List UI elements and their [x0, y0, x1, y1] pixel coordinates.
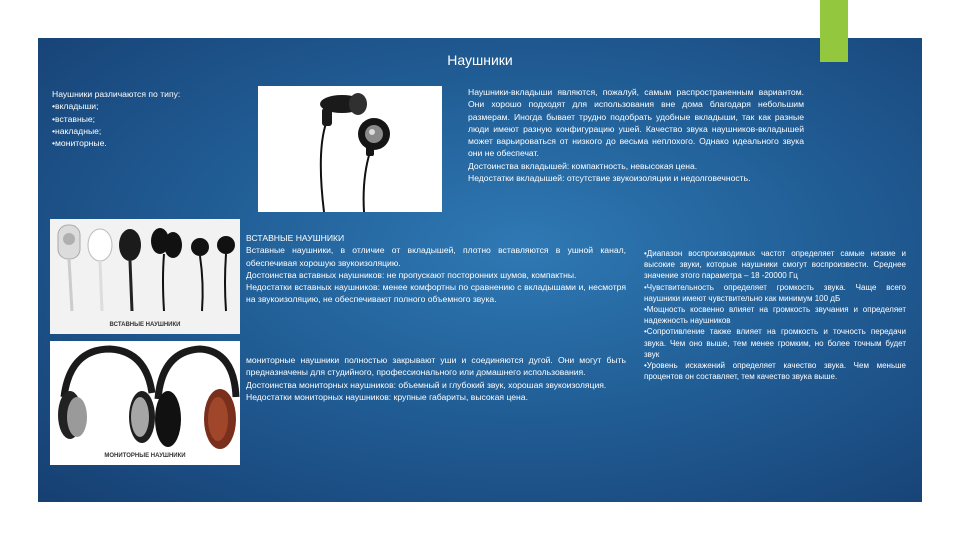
monitor-photo [50, 341, 240, 465]
in-ear-caption: ВСТАВНЫЕ НАУШНИКИ [109, 322, 181, 328]
in-ear-text: ВСТАВНЫЕ НАУШНИКИ Вставные наушники, в отличие от вкладышей, плотно вставляются в ушной канал, обеспечивая хорошую звукоизоляцию. Достоинства вставных наушников: не пропускают посторонних шумов, компактны. Недостатки вставных наушников: менее комфортны по сравнению с вкладышами и, несмотря на звукоизоляцию, не обеспечивают полного объемного звука. [246, 233, 626, 305]
monitor-caption: МОНИТОРНЫЕ НАУШНИКИ [104, 453, 186, 459]
slide-title: Наушники [447, 52, 513, 68]
earbuds-text: Наушники-вкладыши являются, пожалуй, самым распространенным вариантом. Они хорошо подходят для использования вне дома благодаря небольшим размерам. Иногда бывает трудно подобрать удобные вкладыши, так как разные люди имеют разную конфигурацию ушей. Качество звука наушников-вкладышей может варьироваться от низкого до весьма неплохого. Однако идеального звука они не обеспечат. Достоинства вкладышей: компактность, невысокая цена. Недостатки вкладышей: отсутствие звукоизоляции и недолговечность. [468, 87, 804, 184]
earbuds-photo [258, 86, 442, 212]
types-list: Наушники различаются по типу: •вкладыши; •вставные; •накладные; •мониторные. [52, 89, 181, 149]
in-ear-photo [50, 219, 240, 334]
specs-list: •Диапазон воспроизводимых частот определяет самые низкие и высокие звуки, которые наушники смогут воспроизвести. Среднее значение этого параметра – 18 -20000 Гц •Чувствительность определяет громкость звука. Чаще всего наушники имеют чувствительно как минимум 100 дБ •Мощность косвенно влияет на громкость звучания и определяет надежность наушников •Сопротивление также влияет на громкость и точность передачи звука. Чем оно выше, тем менее громким, но более точным будет звук •Уровень искажений определяет качество звука. Чем меньше процентов он составляет, тем качество звука выше. [644, 249, 906, 382]
monitor-text: мониторные наушники полностью закрывают уши и соединяются дугой. Они могут быть предназначены для студийного, профессионального или домашнего использования. Достоинства мониторных наушников: объемный и глубокий звук, хорошая звукоизоляция. Недостатки мониторных наушников: крупные габариты, высокая цена. [246, 355, 626, 402]
